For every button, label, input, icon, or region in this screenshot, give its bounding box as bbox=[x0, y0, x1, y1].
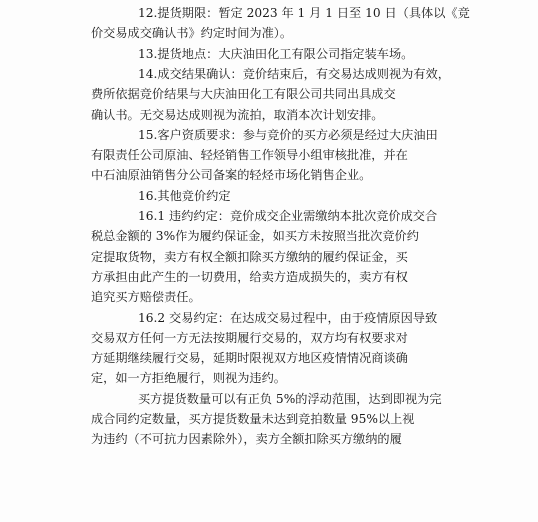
para-15-line-1: 15.客户资质要求：参与竞价的买方必须是经过大庆油田 bbox=[138, 127, 438, 142]
para-16-1-line-1: 16.1 违约约定：竞价成交企业需缴纳本批次竞价成交合 bbox=[138, 209, 438, 223]
para-14-line-2: 费所依据竞价结果与大庆油田化工有限公司共同出具成交 bbox=[91, 87, 396, 102]
para-15-line-3: 中石油原油销售分公司备案的轻烃市场化销售企业。 bbox=[91, 168, 372, 183]
para-last-line-2: 成合同约定数量，买方提货数量未达到竞拍数量 95%以上视 bbox=[91, 412, 415, 426]
para-16-2-line-4: 定，如一方拒绝履行，则视为违约。 bbox=[91, 371, 286, 386]
para-16-2-line-2: 交易双方任何一方无法按期履行交易的，双方均有权要求对 bbox=[91, 330, 408, 345]
para-16-heading: 16.其他竞价约定 bbox=[138, 188, 231, 203]
para-12-line-2: 价交易成交确认书》约定时间为准）。 bbox=[91, 26, 293, 41]
para-12-line-1: 12.提货期限：暂定 2023 年 1 月 1 日至 10 日（具体以《竞 bbox=[138, 6, 470, 20]
para-14-line-1: 14.成交结果确认：竞价结束后，有交易达成则视为有效， bbox=[138, 66, 450, 81]
para-16-1-line-4: 方承担由此产生的一切费用，给卖方造成损失的，卖方有权 bbox=[91, 269, 408, 284]
para-13-line-1: 13.提货地点：大庆油田化工有限公司指定装车场。 bbox=[138, 46, 414, 61]
para-16-2-line-1: 16.2 交易约定：在达成交易过程中，由于疫情原因导致 bbox=[138, 310, 438, 325]
para-16-1-line-2: 税总金额的 3%作为履约保证金，如买方未按照当批次竞价约 bbox=[91, 229, 419, 244]
para-14-line-3: 确认书。无交易达成则视为流拍，取消本次计划安排。 bbox=[91, 107, 384, 122]
para-16-2-line-3: 方延期继续履行交易，延期时限视双方地区疫情情况商谈确 bbox=[91, 351, 408, 366]
para-16-1-line-5: 追究买方赔偿责任。 bbox=[91, 290, 201, 305]
para-16-1-line-3: 定提取货物，卖方有权全额扣除买方缴纳的履约保证金，买 bbox=[91, 249, 408, 264]
para-15-line-2: 有限责任公司原油、轻烃销售工作领导小组审核批准，并在 bbox=[91, 148, 408, 163]
para-last-line-1: 买方提货数量可以有正负 5%的浮动范围，达到即视为完 bbox=[138, 391, 442, 406]
para-last-line-3: 为违约（不可抗力因素除外），卖方全额扣除买方缴纳的履 bbox=[91, 432, 402, 447]
